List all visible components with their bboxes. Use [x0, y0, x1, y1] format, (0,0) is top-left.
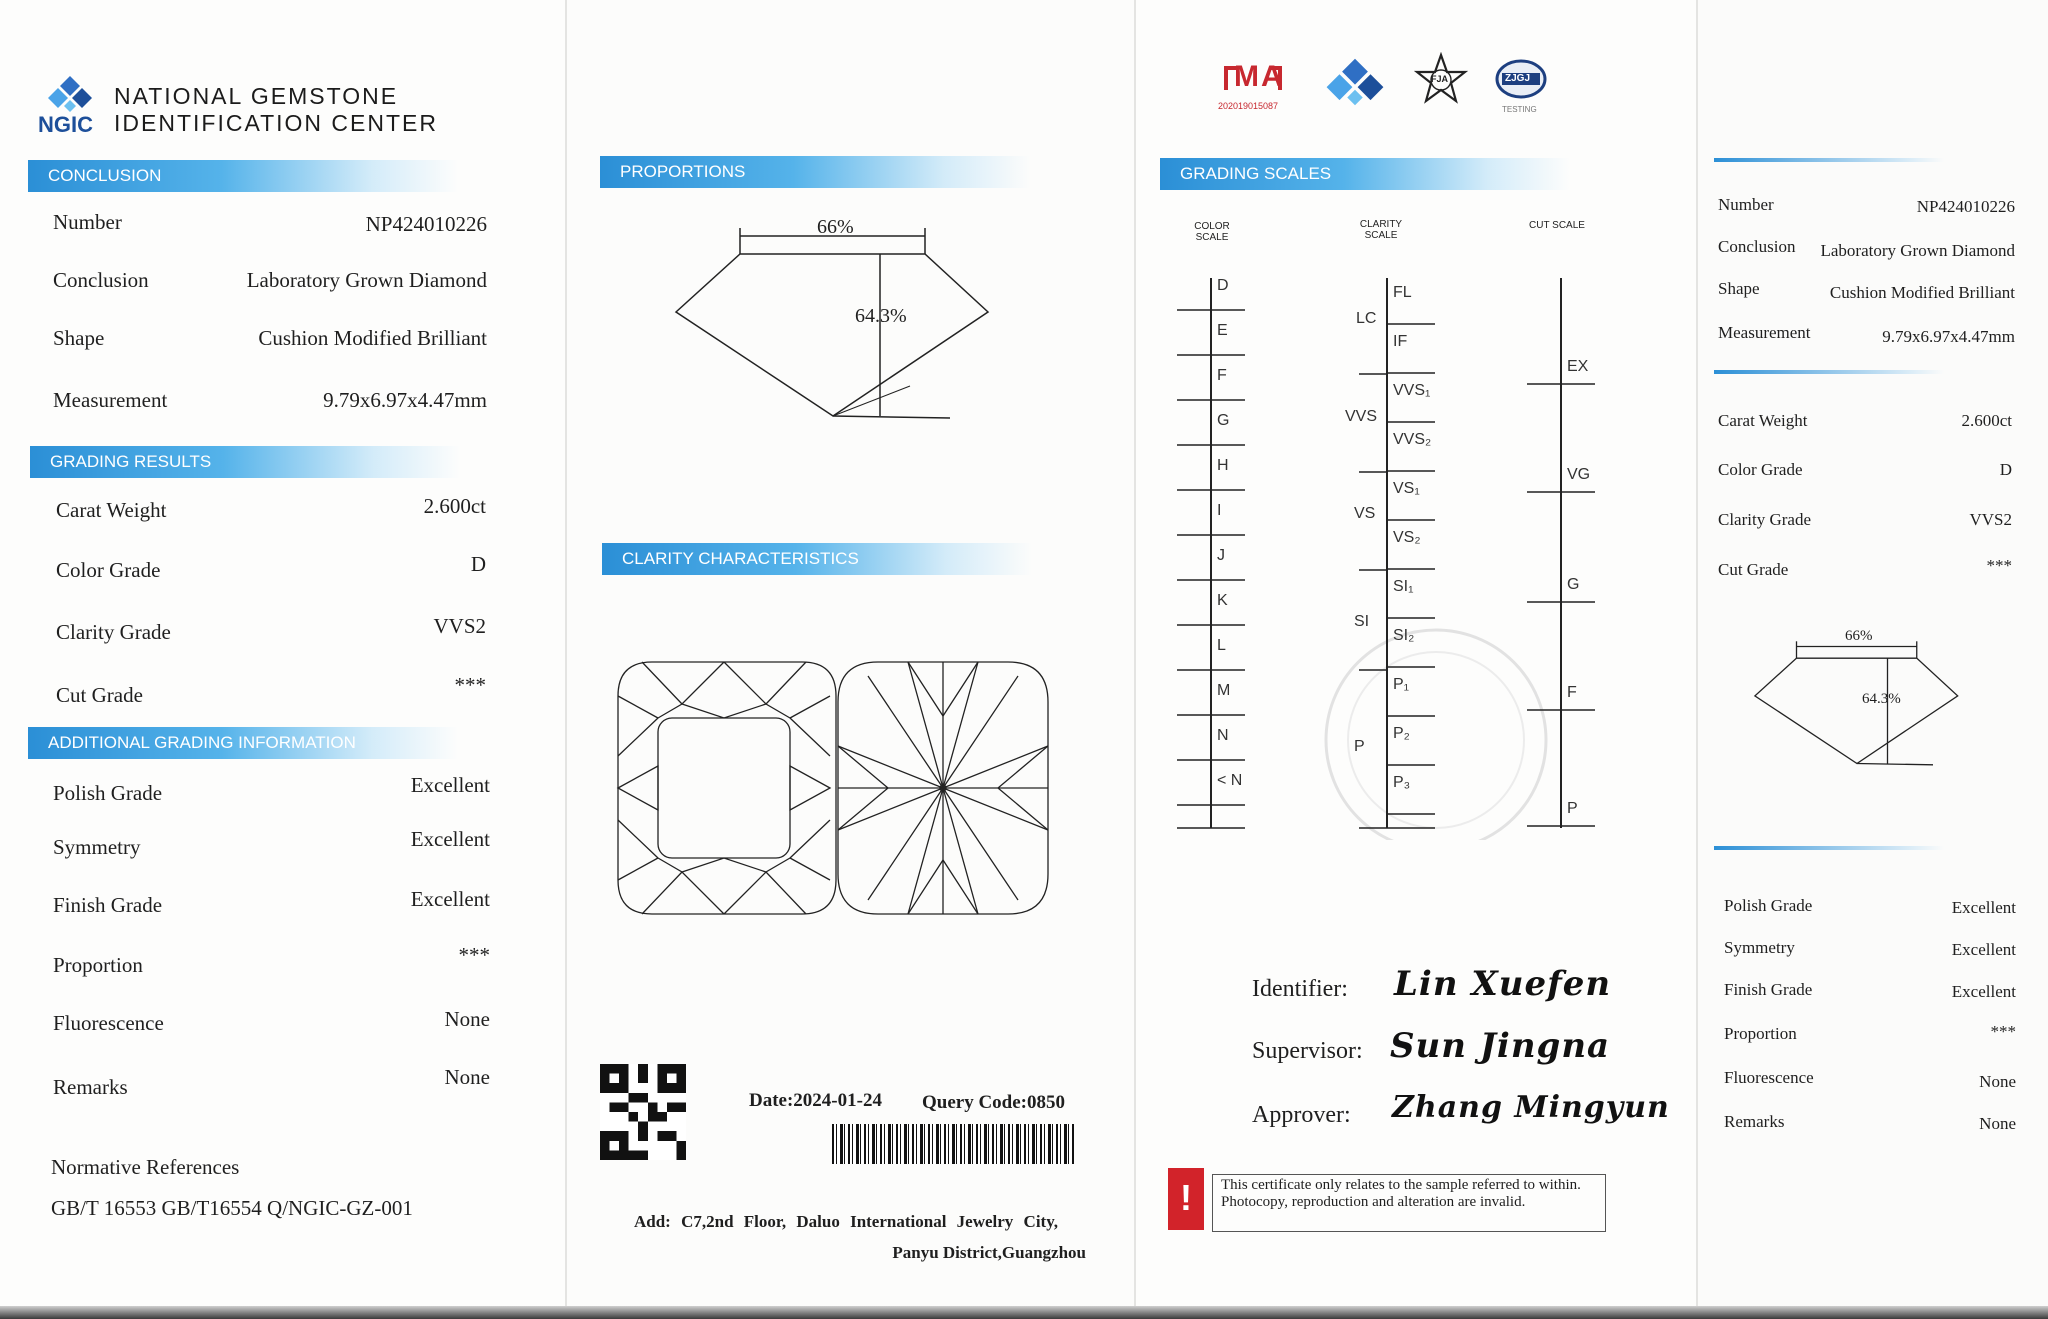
panel-main-results	[0, 0, 565, 1310]
cut-scale-grade: F	[1567, 684, 1577, 701]
conclusion-value: 9.79x6.97x4.47mm	[323, 388, 487, 412]
summary-additional-label: Symmetry	[1724, 938, 1795, 957]
conclusion-value: Laboratory Grown Diamond	[246, 268, 487, 292]
warning-notice	[1168, 1168, 1612, 1234]
summary-grading-value: ***	[1986, 556, 2012, 575]
conclusion-label: Number	[53, 210, 122, 234]
summary-grading-value: VVS2	[1969, 510, 2012, 529]
clarity-scale-group: SI	[1354, 613, 1370, 630]
grading-value: D	[470, 552, 486, 576]
signature-name: Lin Xuefen	[1394, 964, 1612, 1004]
color-scale-grade: M	[1217, 682, 1231, 699]
additional-label: Proportion	[53, 953, 143, 977]
additional-label: Fluorescence	[53, 1011, 164, 1035]
summary-depth-percent: 64.3%	[1862, 691, 1901, 707]
zjgj-label: ZJGJ	[1505, 73, 1531, 84]
clarity-scale-grade: P₁	[1393, 676, 1410, 693]
additional-value: None	[444, 1007, 490, 1031]
summary-proportions-diagram	[1750, 640, 1960, 770]
color-scale-grade: K	[1217, 592, 1228, 609]
cma-label: MA	[1234, 60, 1285, 93]
additional-value: Excellent	[410, 887, 490, 911]
query-code: Query Code:0850	[922, 1092, 1066, 1113]
grading-label: Color Grade	[56, 558, 161, 582]
summary-conclusion-label: Conclusion	[1718, 237, 1796, 256]
additional-value: Excellent	[410, 773, 490, 797]
org-name-line2: IDENTIFICATION CENTER	[114, 110, 438, 136]
summary-additional-value: Excellent	[1951, 940, 2016, 959]
signature-role: Supervisor:	[1252, 1038, 1363, 1064]
additional-info-header: ADDITIONAL GRADING INFORMATION	[28, 727, 458, 759]
ngic-logo-icon	[46, 74, 94, 114]
summary-conclusion-label: Number	[1718, 195, 1774, 214]
color-scale-grade: J	[1217, 547, 1225, 564]
grading-scales-header: GRADING SCALES	[1160, 158, 1570, 190]
clarity-scale-grade: FL	[1393, 284, 1412, 301]
additional-value: Excellent	[410, 827, 490, 851]
clarity-scale-group: VVS	[1345, 408, 1378, 425]
depth-percent: 64.3%	[855, 305, 907, 327]
signature-name: Zhang Mingyun	[1392, 1090, 1670, 1125]
clarity-scale-grade: VS₂	[1393, 529, 1421, 546]
summary-conclusion-value: Laboratory Grown Diamond	[1820, 241, 2015, 260]
clarity-scale-group: P	[1354, 738, 1365, 755]
proportions-header: PROPORTIONS	[600, 156, 1030, 188]
clarity-scale-grade: VVS₁	[1393, 382, 1431, 399]
summary-additional-label: Proportion	[1724, 1024, 1797, 1043]
summary-additional-label: Polish Grade	[1724, 896, 1813, 915]
summary-additional-label: Fluorescence	[1724, 1068, 1814, 1087]
summary-rule	[1714, 158, 1944, 162]
color-scale-head: COLOR SCALE	[1194, 221, 1230, 243]
summary-conclusion-label: Shape	[1718, 279, 1760, 298]
signature-name: Sun Jingna	[1390, 1026, 1611, 1066]
org-name-line1: NATIONAL GEMSTONE	[114, 83, 399, 109]
summary-conclusion-value: 9.79x6.97x4.47mm	[1882, 327, 2015, 346]
additional-value: None	[444, 1065, 490, 1089]
color-scale-grade: < N	[1217, 772, 1243, 789]
fja-label: FJA	[1431, 74, 1449, 84]
clarity-scale-head: CLARITY SCALE	[1359, 219, 1403, 241]
signature-role: Approver:	[1252, 1102, 1351, 1128]
summary-conclusion-value: Cushion Modified Brilliant	[1829, 283, 2015, 302]
cut-scale-head: CUT SCALE	[1529, 220, 1585, 231]
clarity-scale-grade: VVS₂	[1393, 431, 1432, 448]
summary-additional-value: Excellent	[1951, 898, 2016, 917]
grading-label: Cut Grade	[56, 683, 143, 707]
normative-refs: GB/T 16553 GB/T16554 Q/NGIC-GZ-001	[51, 1196, 413, 1220]
summary-additional-label: Remarks	[1724, 1112, 1785, 1131]
normative-title: Normative References	[51, 1155, 240, 1179]
clarity-scale-grade: SI₂	[1393, 627, 1415, 644]
cma-number: 202019015087	[1218, 101, 1279, 111]
color-scale-grade: H	[1217, 457, 1229, 474]
summary-rule	[1714, 846, 1944, 850]
color-scale-grade: L	[1217, 637, 1226, 654]
warning-text: This certificate only relates to the sample referred to within. Photocopy, reproduction and alteration are invalid.	[1212, 1174, 1606, 1232]
clarity-scale-group: LC	[1356, 310, 1377, 327]
clarity-scale-grade: P₂	[1393, 725, 1410, 742]
summary-rule	[1714, 370, 1944, 374]
summary-conclusion-value: NP424010226	[1916, 197, 2015, 216]
clarity-plot-diagram	[612, 656, 1052, 920]
summary-additional-value: ***	[1990, 1022, 2016, 1041]
additional-value: ***	[458, 943, 490, 967]
exclamation-icon: !	[1168, 1168, 1204, 1230]
testing-label: TESTING	[1502, 105, 1537, 114]
color-scale-grade: F	[1217, 367, 1227, 384]
conclusion-label: Shape	[53, 326, 105, 350]
color-scale-grade: N	[1217, 727, 1229, 744]
conclusion-value: NP424010226	[365, 212, 487, 236]
summary-grading-value: 2.600ct	[1961, 411, 2012, 430]
address-line1: Add: C7,2nd Floor, Daluo International Jewelry City,	[634, 1212, 1059, 1231]
color-scale-grade: I	[1217, 502, 1222, 519]
summary-additional-value: None	[1979, 1114, 2016, 1133]
summary-grading-label: Carat Weight	[1718, 411, 1808, 430]
color-scale-grade: G	[1217, 412, 1230, 429]
color-scale-grade: D	[1217, 277, 1229, 294]
color-scale-grade: E	[1217, 322, 1228, 339]
additional-label: Finish Grade	[53, 893, 163, 917]
additional-label: Remarks	[53, 1075, 128, 1099]
grading-value: 2.600ct	[423, 494, 486, 518]
proportions-diagram	[670, 226, 990, 426]
summary-table-percent: 66%	[1845, 628, 1873, 644]
clarity-scale-grade: VS₁	[1393, 480, 1420, 497]
grading-value: ***	[454, 673, 486, 697]
summary-additional-value: None	[1979, 1072, 2016, 1091]
signature-role: Identifier:	[1252, 976, 1348, 1002]
fold-line	[565, 0, 567, 1310]
summary-grading-label: Color Grade	[1718, 460, 1803, 479]
summary-grading-label: Cut Grade	[1718, 560, 1789, 579]
summary-additional-label: Finish Grade	[1724, 980, 1813, 999]
fold-line	[1696, 0, 1698, 1310]
clarity-scale-grade: P₃	[1393, 774, 1411, 791]
cut-scale-grade: P	[1567, 800, 1578, 817]
clarity-characteristics-header: CLARITY CHARACTERISTICS	[602, 543, 1032, 575]
grading-label: Clarity Grade	[56, 620, 171, 644]
conclusion-value: Cushion Modified Brilliant	[258, 326, 487, 350]
cut-scale-grade: G	[1567, 576, 1580, 593]
clarity-scale-grade: IF	[1393, 333, 1408, 350]
barcode	[832, 1124, 1074, 1164]
grading-label: Carat Weight	[56, 498, 167, 522]
conclusion-header: CONCLUSION	[28, 160, 458, 192]
bottom-edge	[0, 1306, 2048, 1319]
conclusion-label: Measurement	[53, 388, 168, 412]
issue-date: Date:2024-01-24	[749, 1090, 882, 1111]
ngic-abbr: NGIC	[38, 112, 93, 137]
conclusion-label: Conclusion	[53, 268, 149, 292]
ngic-emblem-icon	[1324, 56, 1386, 108]
cut-scale-grade: VG	[1567, 466, 1591, 483]
additional-label: Polish Grade	[53, 781, 163, 805]
qr-code	[598, 1064, 688, 1160]
summary-grading-value: D	[1999, 460, 2012, 479]
summary-grading-label: Clarity Grade	[1718, 510, 1811, 529]
summary-additional-value: Excellent	[1951, 982, 2016, 1001]
additional-label: Symmetry	[53, 835, 141, 859]
clarity-scale-group: VS	[1354, 505, 1376, 522]
clarity-scale-grade: SI₁	[1393, 578, 1414, 595]
summary-conclusion-label: Measurement	[1718, 323, 1811, 342]
table-percent: 66%	[817, 216, 854, 238]
cut-scale-grade: EX	[1567, 358, 1589, 375]
grading-results-header: GRADING RESULTS	[30, 446, 460, 478]
grading-value: VVS2	[433, 614, 486, 638]
address-line2: Panyu District,Guangzhou	[892, 1243, 1086, 1262]
